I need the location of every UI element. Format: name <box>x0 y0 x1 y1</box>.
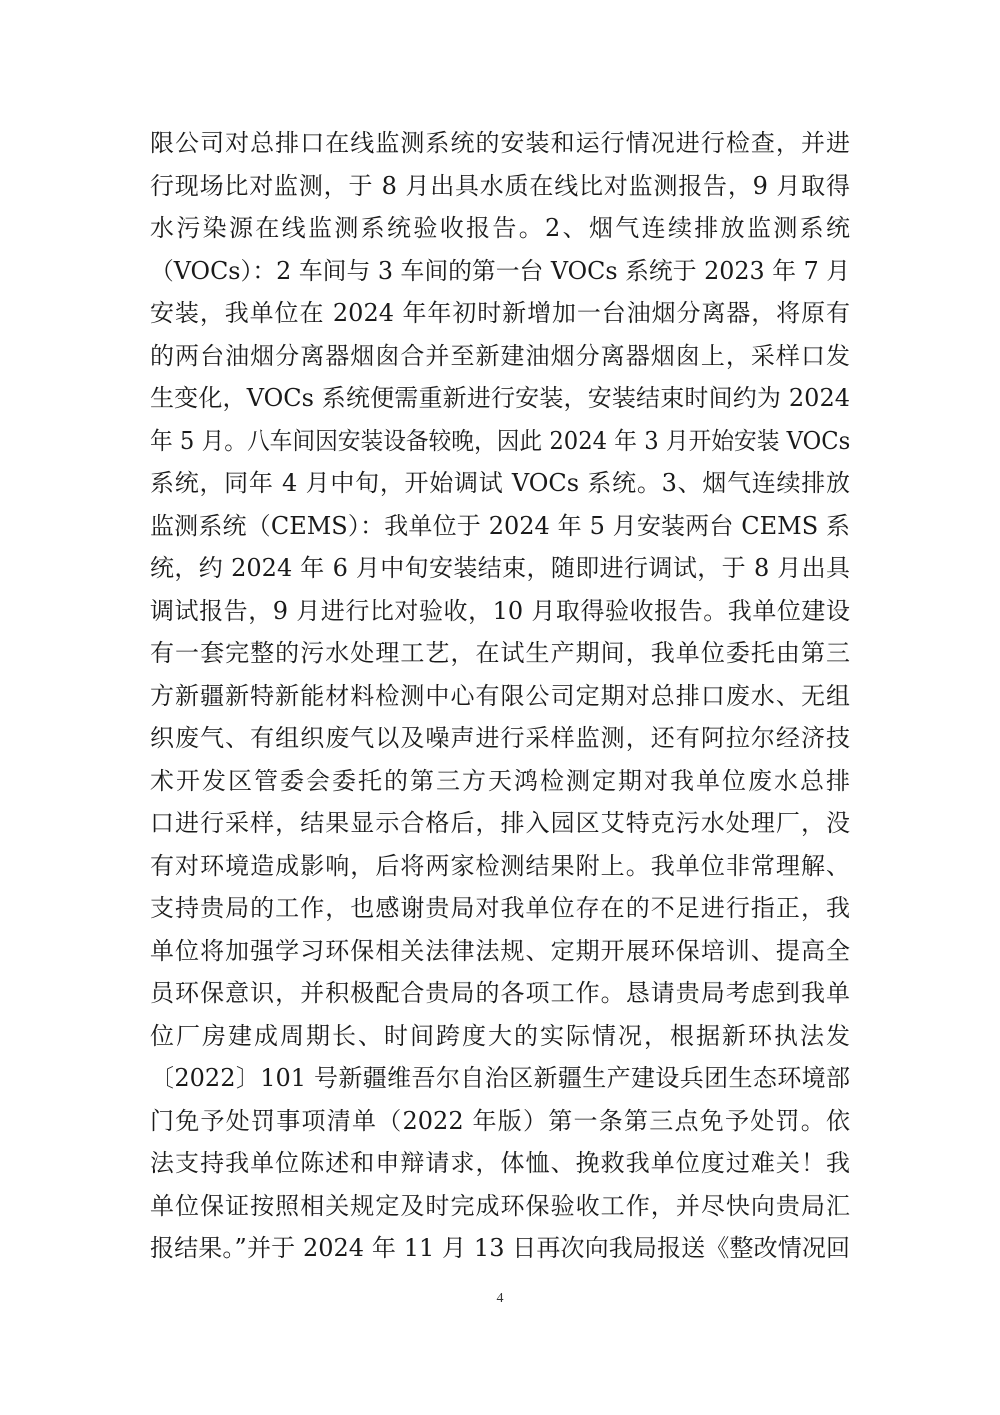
text-line: 口进行采样，结果显示合格后，排入园区艾特克污水处理厂，没 <box>150 809 850 837</box>
page-number: 4 <box>496 1291 504 1306</box>
text-line: 年 5 月。八车间因安装设备较晚，因此 2024 年 3 月开始安装 VOCs <box>150 426 851 455</box>
text-line: 术开发区管委会委托的第三方天鸿检测定期对我单位废水总排 <box>150 766 850 795</box>
text-line: 位厂房建成周期长、时间跨度大的实际情况，根据新环执法发 <box>150 1021 850 1050</box>
text-line: 法支持我单位陈述和申辩请求，体恤、挽救我单位度过难关！我 <box>150 1149 850 1177</box>
text-line: 支持贵局的工作，也感谢贵局对我单位存在的不足进行指正，我 <box>150 894 850 922</box>
text-line: 调试报告，9 月进行比对验收，10 月取得验收报告。我单位建设 <box>150 596 850 625</box>
text-line: 限公司对总排口在线监测系统的安装和运行情况进行检查，并进 <box>150 129 850 157</box>
text-line: 报结果。”并于 2024 年 11 月 13 日再次向我局报送《整改情况回 <box>150 1234 850 1262</box>
text-line: 行现场比对监测，于 8 月出具水质在线比对监测报告，9 月取得 <box>150 171 850 200</box>
text-line: 水污染源在线监测系统验收报告。2、烟气连续排放监测系统 <box>150 214 850 242</box>
text-line: 有一套完整的污水处理工艺，在试生产期间，我单位委托由第三 <box>150 639 850 667</box>
text-line: 织废气、有组织废气以及噪声进行采样监测，还有阿拉尔经济技 <box>150 724 850 752</box>
text-line: 安装，我单位在 2024 年年初时新增加一台油烟分离器，将原有 <box>150 299 850 327</box>
text-line: 单位将加强学习环保相关法律法规、定期开展环保培训、提高全 <box>150 936 850 965</box>
text-line: 统，约 2024 年 6 月中旬安装结束，随即进行调试，于 8 月出具 <box>150 554 850 582</box>
text-line: 的两台油烟分离器烟囱合并至新建油烟分离器烟囱上，采样口发 <box>150 341 850 370</box>
text-line: 员环保意识，并积极配合贵局的各项工作。恳请贵局考虑到我单 <box>150 979 850 1007</box>
text-line: 单位保证按照相关规定及时完成环保验收工作，并尽快向贵局汇 <box>150 1191 850 1220</box>
text-line: 门免予处罚事项清单（2022 年版）第一条第三点免予处罚。依 <box>150 1106 850 1135</box>
text-line: （VOCs）：2 车间与 3 车间的第一台 VOCs 系统于 2023 年 7 月 <box>150 256 851 285</box>
text-line: 〔2022〕101 号新疆维吾尔自治区新疆生产建设兵团生态环境部 <box>150 1064 850 1092</box>
text-line: 生变化，VOCs 系统便需重新进行安装，安装结束时间约为 2024 <box>150 384 850 412</box>
text-line: 监测系统（CEMS）：我单位于 2024 年 5 月安装两台 CEMS 系 <box>150 511 850 540</box>
body-text <box>150 122 850 1270</box>
text-line: 有对环境造成影响，后将两家检测结果附上。我单位非常理解、 <box>150 851 850 880</box>
text-line: 系统，同年 4 月中旬，开始调试 VOCs 系统。3、烟气连续排放 <box>150 469 850 497</box>
text-line: 方新疆新特新能材料检测中心有限公司定期对总排口废水、无组 <box>150 681 850 710</box>
